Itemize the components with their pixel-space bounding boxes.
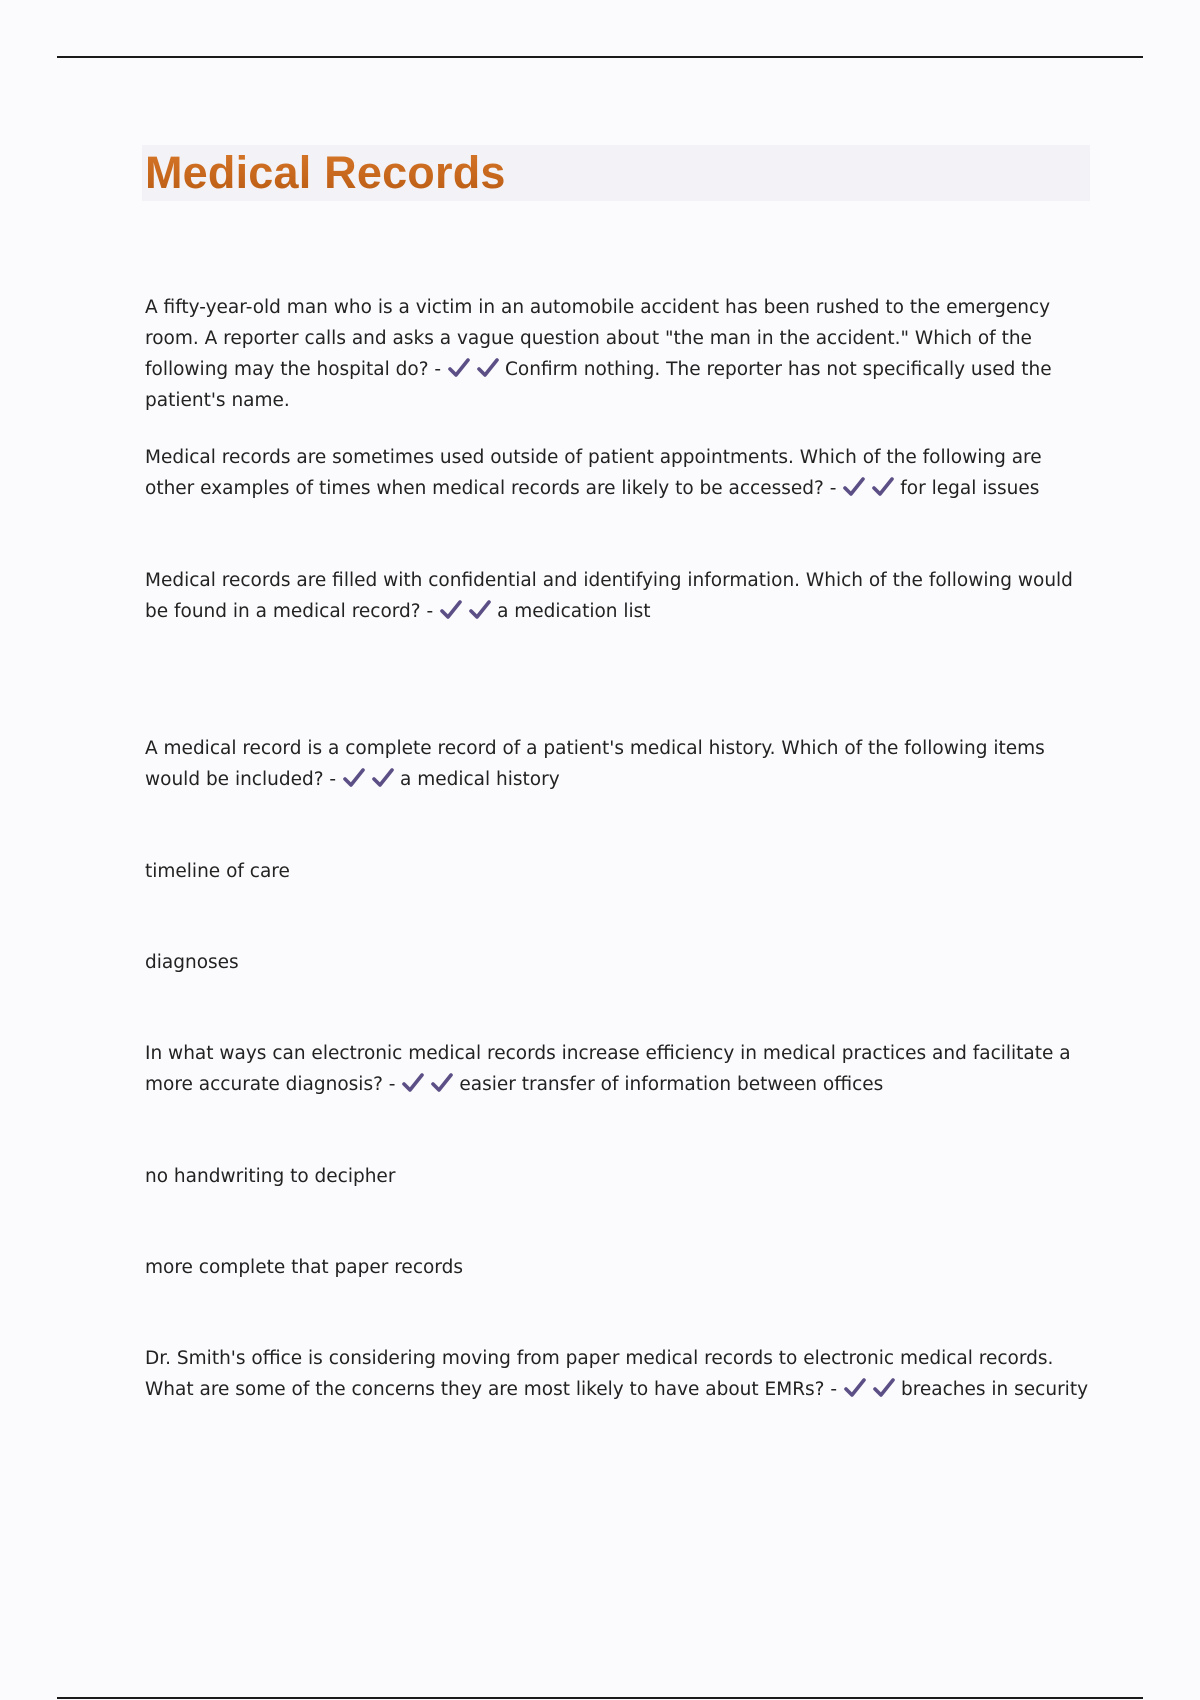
answer-marker <box>842 478 900 499</box>
check-icon <box>371 767 395 789</box>
qa-item-1 <box>145 292 1091 416</box>
qa-item-5 <box>145 1038 1091 1100</box>
page-title: Medical Records <box>145 147 506 198</box>
question-text: A fifty-year-old man who is a victim in an automobile accident has been rushed to the emergency room. A reporter calls and asks a vague question about "the man in the accident." Which of the following may the hospital do? - <box>145 297 1051 380</box>
check-icon <box>447 357 471 379</box>
bottom-rule <box>57 1697 1143 1699</box>
qa-item-4 <box>145 733 1091 795</box>
question-text: In what ways can electronic medical records increase efficiency in medical practices and facilitate a more accurate diagnosis? - <box>145 1043 1071 1095</box>
qa-item-6 <box>145 1343 1091 1405</box>
check-icon <box>468 599 492 621</box>
question-text: Medical records are sometimes used outside of patient appointments. Which of the following are other examples of times when medical records are likely to be accessed? - <box>145 447 1042 499</box>
answer-line: timeline of care <box>145 861 290 882</box>
answer-marker <box>843 1379 901 1400</box>
question-text: A medical record is a complete record of a patient's medical history. Which of the following items would be included? - <box>145 738 1045 790</box>
top-rule <box>57 56 1143 58</box>
answer-text: a medical history <box>399 769 560 790</box>
answer-marker <box>447 359 505 380</box>
answer-text: breaches in security <box>900 1379 1089 1400</box>
answer-marker <box>439 601 497 622</box>
answer-line: no handwriting to decipher <box>145 1166 396 1187</box>
check-icon <box>342 767 366 789</box>
answer-text: easier transfer of information between offices <box>459 1074 884 1095</box>
check-icon <box>439 599 463 621</box>
qa-item-3 <box>145 565 1091 627</box>
check-icon <box>871 476 895 498</box>
check-icon <box>872 1377 896 1399</box>
question-text: Medical records are filled with confidential and identifying information. Which of the following would be found in a medical record? - <box>145 570 1073 622</box>
answer-text: for legal issues <box>900 478 1040 499</box>
check-icon <box>843 1377 867 1399</box>
answer-marker <box>342 769 400 790</box>
answer-text: a medication list <box>497 601 651 622</box>
answer-line: more complete that paper records <box>145 1257 463 1278</box>
check-icon <box>430 1072 454 1094</box>
answer-text: Confirm nothing. The reporter has not specifically used the patient's name. <box>145 359 1052 411</box>
answer-marker <box>401 1074 459 1095</box>
check-icon <box>476 357 500 379</box>
check-icon <box>401 1072 425 1094</box>
question-text: Dr. Smith's office is considering moving from paper medical records to electronic medical records. What are some of the concerns they are most likely to have about EMRs? - <box>145 1348 1054 1400</box>
qa-item-2 <box>145 442 1091 504</box>
answer-line: diagnoses <box>145 952 239 973</box>
check-icon <box>842 476 866 498</box>
